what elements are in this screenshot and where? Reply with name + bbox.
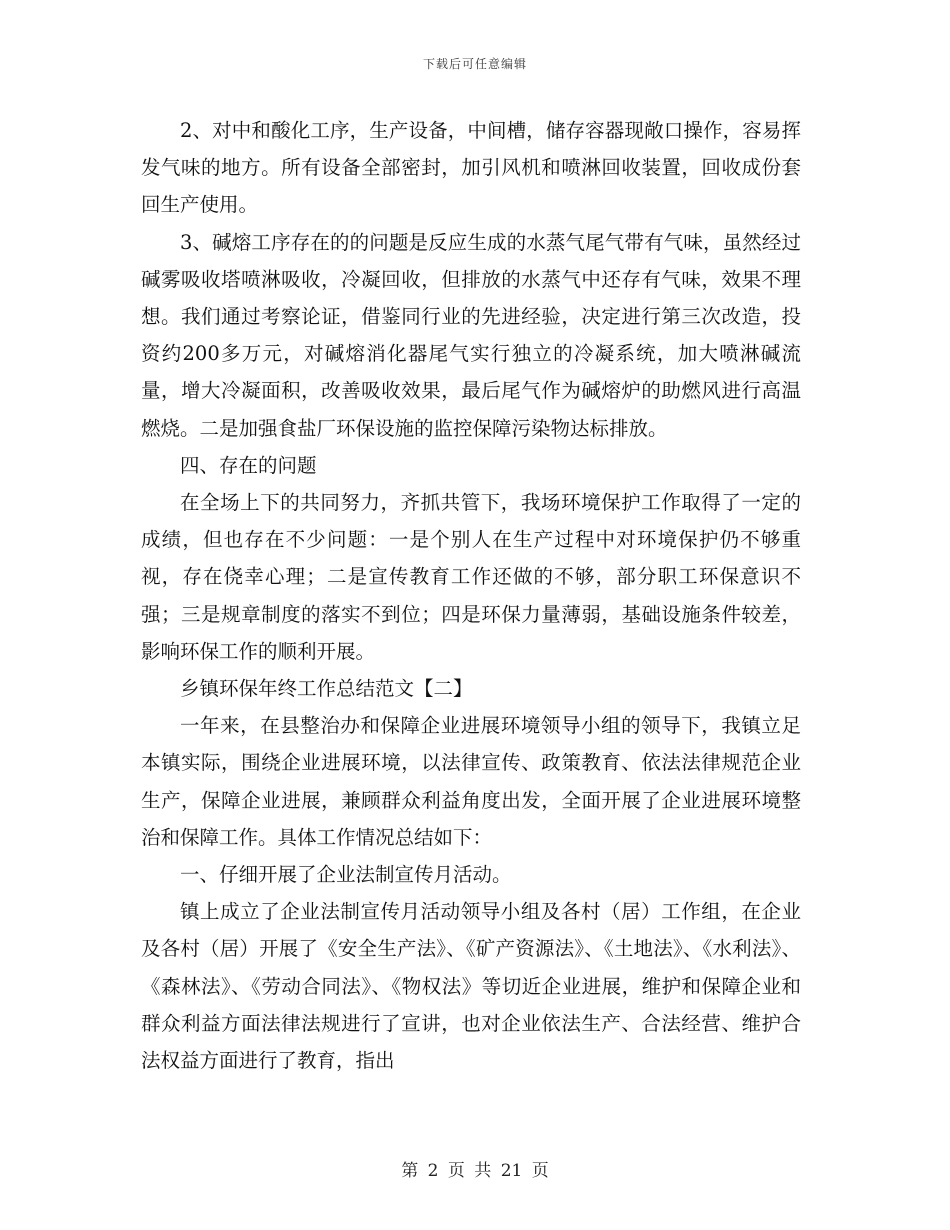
page-header: 下载后可任意编辑: [422, 57, 527, 71]
article-title-two: 乡镇环保年终工作总结范文【二】: [180, 677, 473, 701]
document-body: [141, 112, 801, 1079]
paragraph-4: 一年来，在县整治办和保障企业进展环境领导小组的领导下，我镇立足本镇实际，围绕企业进展环境，以法律宣传、政策教育、依法法律规范企业生产，保障企业进展，兼顾群众利益角度出发，全面开展了企业进展环境整治和保障工作。具体工作情况总结如下：: [141, 714, 801, 849]
page-footer: 第 2 页 共 21 页: [401, 1161, 549, 1181]
paragraph-3: 在全场上下的共同努力，齐抓共管下，我场环境保护工作取得了一定的成绩，但也存在不少问题：一是个别人在生产过程中对环境保护仍不够重视，存在侥幸心理；二是宣传教育工作还做的不够，部分职工环保意识不强；三是规章制度的落实不到位；四是环保力量薄弱，基础设施条件较差，影响环保工作的顺利开展。: [141, 491, 801, 663]
paragraph-2: 3、碱熔工序存在的的问题是反应生成的水蒸气尾气带有气味，虽然经过碱雾吸收塔喷淋吸收，冷凝回收，但排放的水蒸气中还存有气味，效果不理想。我们通过考察论证，借鉴同行业的先进经验，决定进行第三次改造，投资约200多万元，对碱熔消化器尾气实行独立的冷凝系统，加大喷淋碱流量，增大冷凝面积，改善吸收效果，最后尾气作为碱熔炉的助燃风进行高温燃烧。二是加强食盐厂环保设施的监控保障污染物达标排放。: [141, 230, 801, 440]
section-heading-problems: 四、存在的问题: [180, 453, 317, 477]
section-heading-legal-month: 一、仔细开展了企业法制宣传月活动。: [180, 863, 512, 887]
paragraph-1: 2、对中和酸化工序，生产设备，中间槽，储存容器现敞口操作，容易挥发气味的地方。所有设备全部密封，加引风机和喷淋回收装置，回收成份套回生产使用。: [141, 119, 801, 217]
paragraph-5: 镇上成立了企业法制宣传月活动领导小组及各村（居）工作组，在企业及各村（居）开展了《安全生产法》、《矿产资源法》、《土地法》、《水利法》、《森林法》、《劳动合同法》、《物权法》等切近企业进展，维护和保障企业和群众利益方面法律法规进行了宣讲，也对企业依法生产、合法经营、维护合法权益方面进行了教育，指出: [141, 900, 801, 1073]
